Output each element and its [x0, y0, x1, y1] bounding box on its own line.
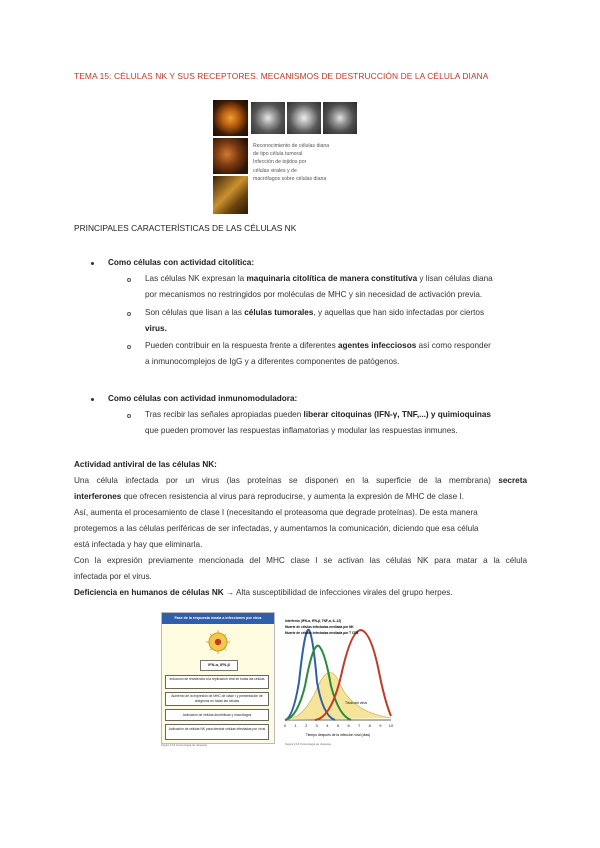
page-title: TEMA 15: CÉLULAS NK Y SUS RECEPTORES. MECANISMOS DE DESTRUCCIÓN DE LA CÉLULA DIANA — [74, 71, 489, 81]
cytolytic-item-3: Pueden contribuir en la respuesta frente a diferentes agentes infecciosos así como responder a inmunocomplejos de IgG y a diferentes componentes de patógenos. — [145, 341, 491, 366]
micrograph-infection-2 — [213, 176, 248, 214]
virus-cell-diagram — [198, 627, 238, 657]
x-tick-label: 3 — [315, 723, 318, 728]
x-tick-label: 6 — [347, 723, 350, 728]
innate-response-panel — [161, 612, 275, 744]
response-box-2: Aumento de la expresión de MHC de clase I y presentación de antígenos en todas las células — [165, 692, 269, 706]
panel-header: Fase de la respuesta innata a infecciones por virus — [162, 613, 274, 624]
x-tick-label: 4 — [326, 723, 329, 728]
x-tick-label: 0 — [283, 723, 287, 728]
figure-caption: Reconocimiento de células diana de tipo célula tumoral Infección de tejidos por células virales y de macrófagos sobre células diana — [253, 143, 330, 182]
x-tick-label: 1 — [294, 723, 297, 728]
immuno-item: Tras recibir las señales apropiadas pueden liberar citoquinas (IFN-γ, TNF,...) y quimioquinas que pueden promover las respuestas inflamatorias y modular las respuestas inmunes. — [145, 410, 491, 435]
micrograph-tumor-3 — [323, 102, 357, 134]
series-virus-titer — [285, 672, 391, 720]
micrograph-infection-1 — [213, 138, 248, 174]
bullet-dot — [91, 398, 94, 401]
micrograph-tumor-1 — [251, 102, 285, 134]
response-box-4: Activación de células NK para destruir células infectadas por virus — [165, 724, 269, 740]
x-tick-label: 9 — [379, 723, 382, 728]
x-tick-label: 10 — [388, 723, 394, 728]
x-tick-label: 8 — [368, 723, 371, 728]
sub-bullet — [127, 345, 131, 349]
x-tick-label: 7 — [358, 723, 361, 728]
x-tick-label: 2 — [305, 723, 308, 728]
sub-bullet — [127, 312, 131, 316]
credit-right: Figura 2.16 Inmunología de Janeway — [285, 742, 332, 746]
response-chart — [279, 612, 397, 747]
credit-left: Figura 2.16 Inmunología de Janeway — [161, 743, 208, 747]
top-figure — [213, 100, 361, 214]
label-virus: Título del virus — [345, 701, 368, 705]
x-ticks — [284, 723, 394, 728]
sub-bullet — [127, 414, 131, 418]
label-nk: Muerte de células infectadas mediada por NK — [285, 625, 354, 629]
x-axis-label: Tiempo después de la infección viral (días) — [305, 733, 371, 737]
cytolytic-item-1: Las células NK expresan la maquinaria citolítica de manera constitutiva y lisan células diana por mecanismos no restringidos por moléculas de MHC y sin necesidad de activación previa. — [145, 274, 493, 299]
bullet-dot — [91, 262, 94, 265]
response-box-3: Activación de células dendríticas y macrófagos — [165, 709, 269, 721]
immuno-heading: Como células con actividad inmunomoduladora: — [108, 394, 298, 403]
ifn-label: IFN-α, IFN-β — [200, 660, 238, 671]
cytolytic-item-2: Son células que lisan a las células tumorales, y aquellas que han sido infectadas por ciertos virus. — [145, 308, 485, 333]
label-t: Muerte de células infectadas mediada por T CD8 — [285, 631, 359, 635]
micrograph-nk-cell — [213, 100, 248, 136]
response-box-1: Inducción de resistencia a la replicación viral en todas las células — [165, 675, 269, 689]
section-title: PRINCIPALES CARACTERÍSTICAS DE LAS CÉLULAS NK — [74, 223, 297, 233]
antiviral-section: Actividad antiviral de las células NK: Una célula infectada por un virus (las proteínas se disponen en la superficie de la membrana) secreta interferones que ofrecen resistencia al virus para reproducirse, y aumenta la expresión de MHC de clase I. Así, aumenta el procesamiento de clase I (necesitando el proteasoma que degrade proteínas). De esta manera protegemos a las células periféricas de ser infectadas, y aumentamos la comunicación, diciendo que esa célula está infectada y hay que eliminarla. Con la expresión previamente mencionada del MHC clase I se activan las células NK para matar a la célula infectada por el virus. Deficiencia en humanos de células NK → Alta susceptibilidad de infecciones virales del grupo herpes. — [74, 460, 527, 597]
sub-bullet — [127, 278, 131, 282]
label-ifn: Interferón (IFN-α, IFN-β, TNF-α, IL-12) — [285, 619, 342, 623]
bottom-figure — [161, 612, 397, 747]
micrograph-tumor-2 — [287, 102, 321, 134]
cytolytic-heading: Como células con actividad citolítica: — [108, 258, 255, 267]
x-tick-label: 5 — [336, 723, 340, 728]
